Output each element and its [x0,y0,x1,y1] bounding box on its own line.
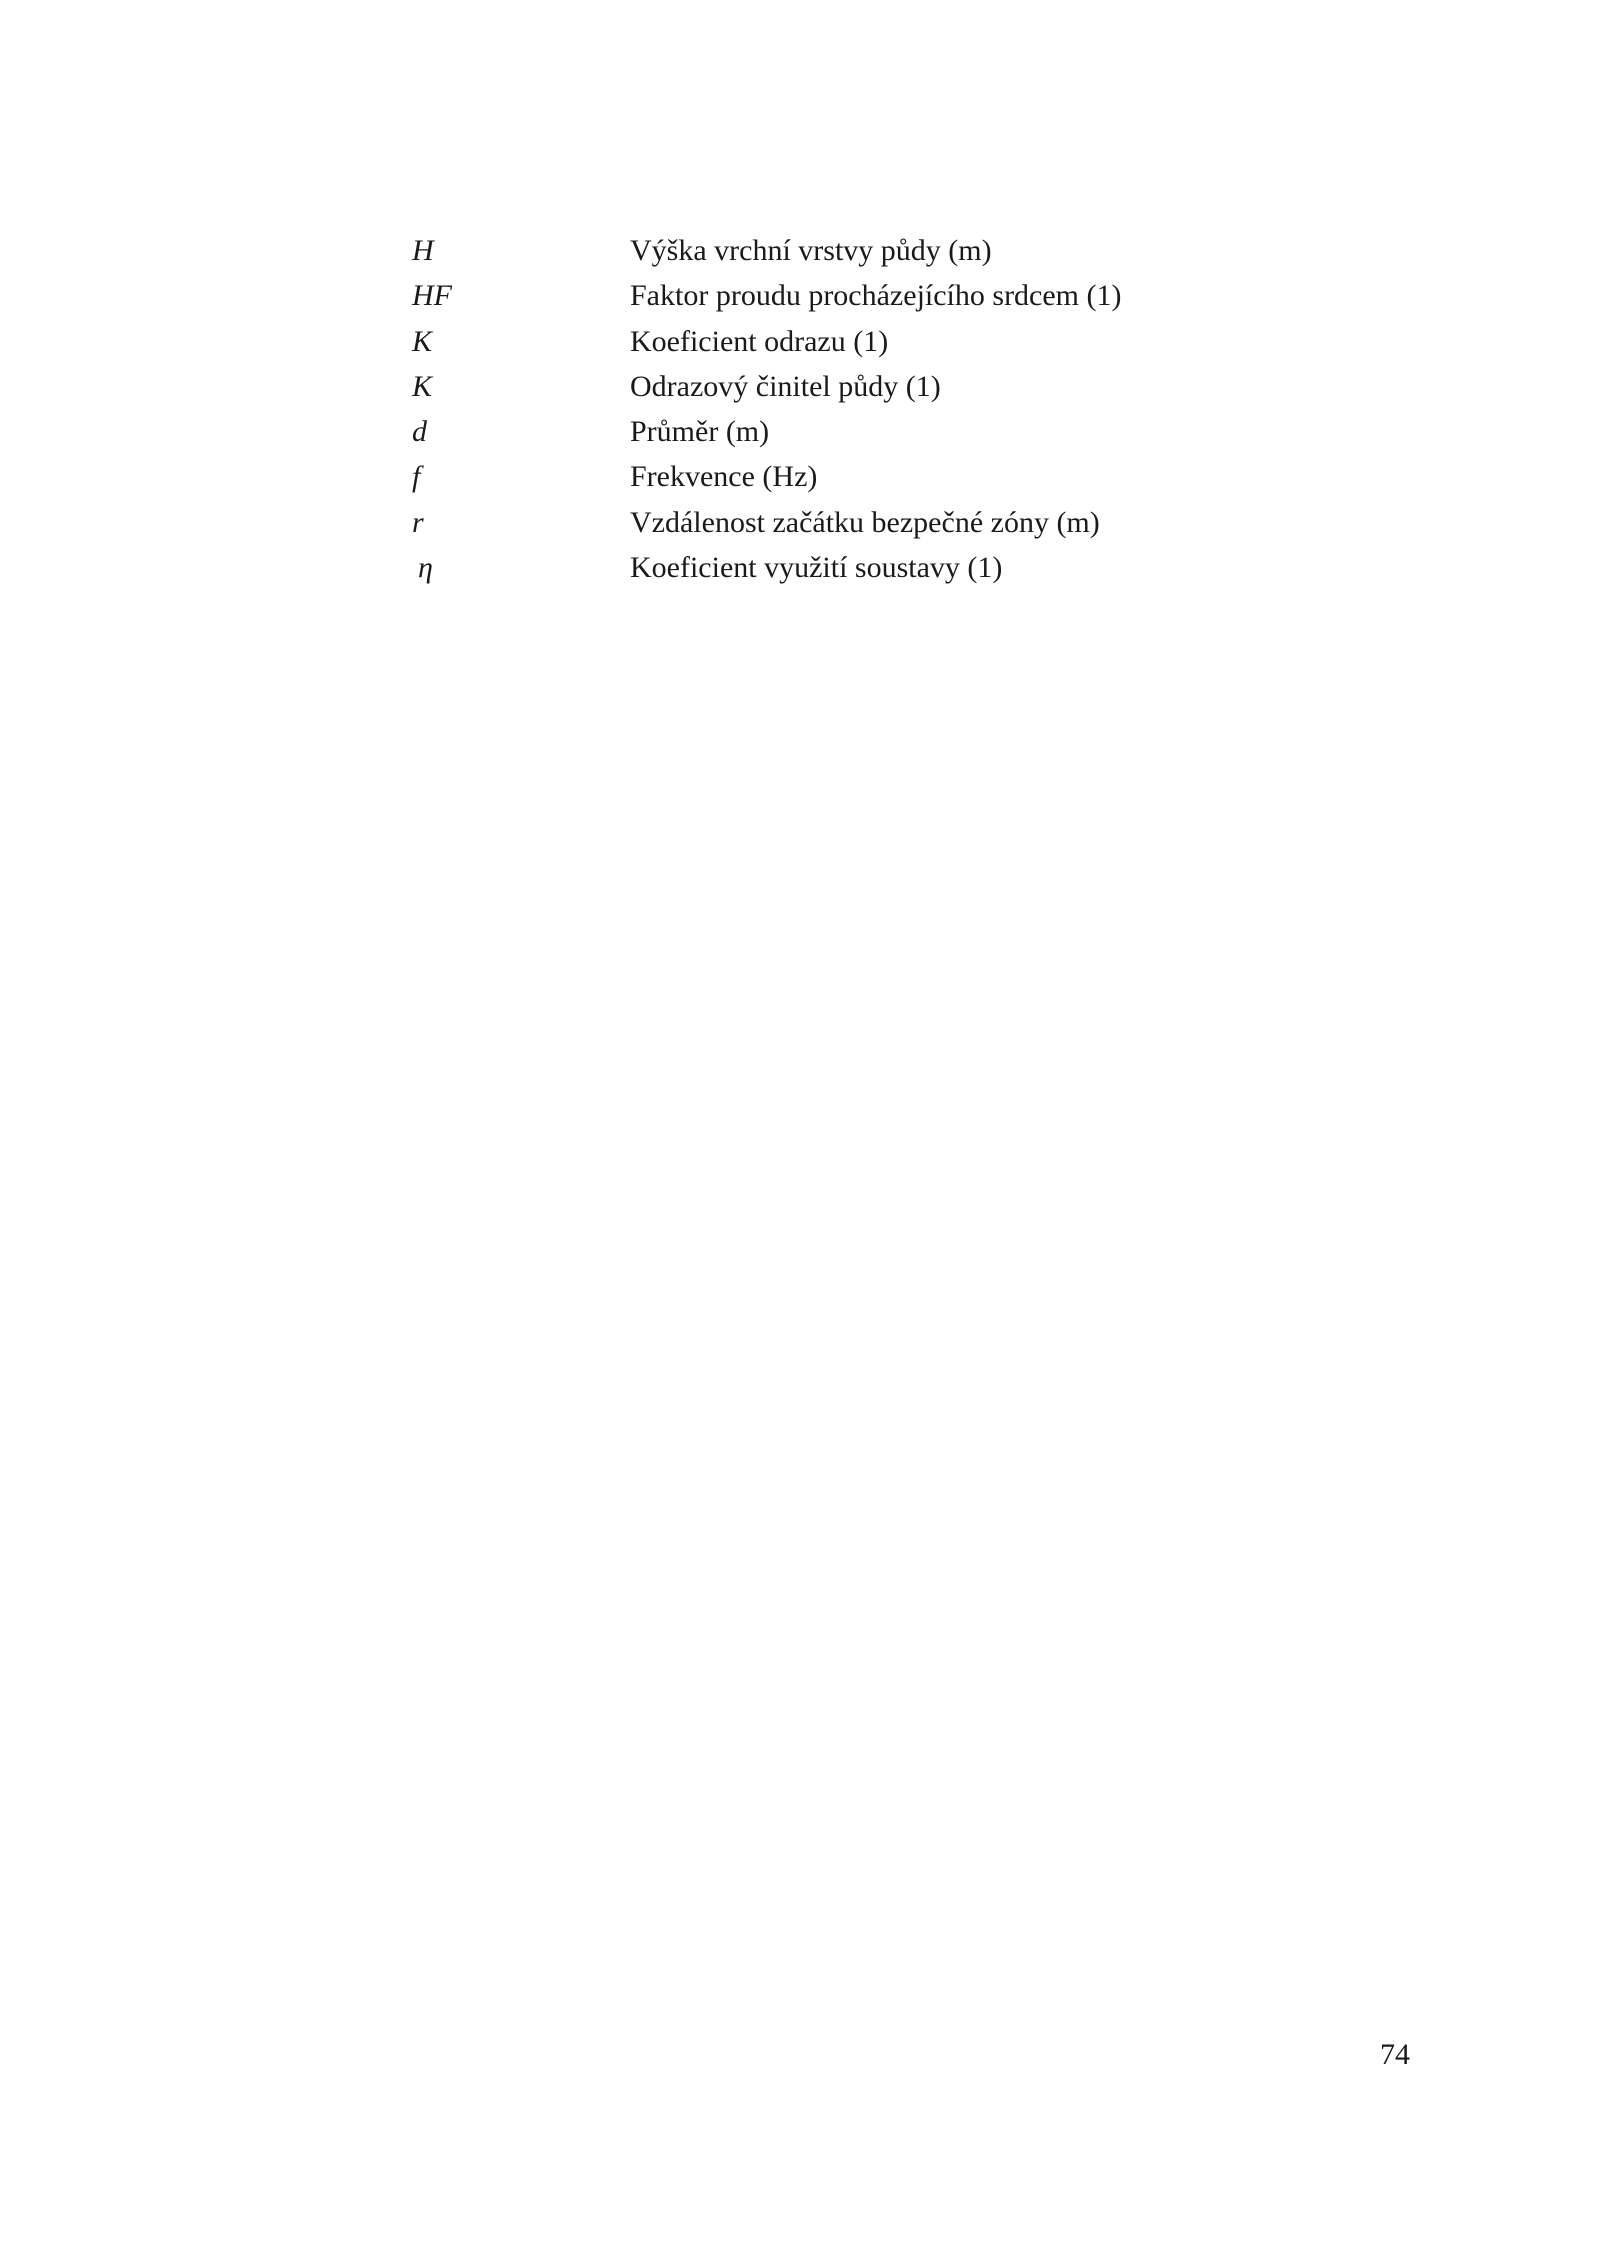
symbol-description: Průměr (m) [630,415,770,449]
symbol-description: Vzdálenost začátku bezpečné zóny (m) [630,505,1100,539]
symbol-term: r [412,505,424,539]
symbol-list [410,228,1310,590]
symbol-description: Frekvence (Hz) [630,460,818,494]
symbol-row [410,545,1310,590]
symbol-term: d [412,415,427,449]
symbol-term: η [418,551,433,585]
symbol-description: Výška vrchní vrstvy půdy (m) [630,234,992,267]
symbol-description: Koeficient využití soustavy (1) [630,551,1003,585]
symbol-row [410,500,1310,545]
symbol-term: K [412,324,433,358]
symbol-row [410,319,1310,364]
symbol-description: Odrazový činitel půdy (1) [630,369,941,403]
symbol-row [410,228,1310,273]
symbol-row [410,273,1310,318]
symbol-row [410,454,1310,499]
symbol-description: Faktor proudu procházejícího srdcem (1) [630,279,1122,313]
symbol-row [410,364,1310,409]
symbol-term: f [412,460,421,494]
symbol-term: HF [412,279,452,313]
symbol-term: K [412,369,433,403]
symbol-term: H [412,234,434,267]
symbol-row [410,409,1310,454]
page-number: 74 [1380,2038,1410,2071]
symbol-description: Koeficient odrazu (1) [630,324,889,358]
